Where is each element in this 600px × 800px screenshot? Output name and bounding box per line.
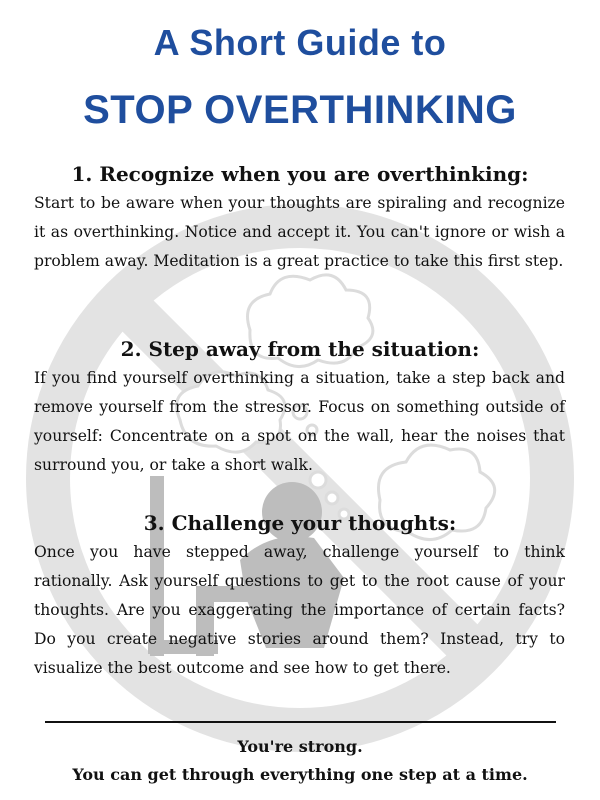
section-1-heading: 1. Recognize when you are overthinking: bbox=[71, 162, 529, 186]
closing-line-1: You're strong. bbox=[237, 737, 363, 756]
page-title-line-1: A Short Guide to bbox=[153, 22, 447, 63]
section-2-heading: 2. Step away from the situation: bbox=[120, 337, 480, 361]
section-3-body: Once you have stepped away, challenge yourself to think rationally. Ask yourself questions to get to the root cause of your thoughts. Are you exaggerating the importance of certain facts? Do you create negative stories around them? Instead, try to visualize the best outcome and see how to get there. bbox=[34, 543, 565, 677]
page-title-line-2: STOP OVERTHINKING bbox=[83, 88, 517, 132]
section-2-body: If you find yourself overthinking a situation, take a step back and remove yourself from the stressor. Focus on something outside of yourself: Concentrate on a spot on the wall, hear the noises that surround you, or take a short walk. bbox=[34, 369, 565, 474]
divider-line bbox=[45, 721, 556, 723]
section-3-heading: 3. Challenge your thoughts: bbox=[143, 511, 457, 535]
section-1-body: Start to be aware when your thoughts are spiraling and recognize it as overthinking. Notice and accept it. You can't ignore or wish a problem away. Meditation is a great practice to take this first step. bbox=[34, 194, 565, 270]
closing-line-2: You can get through everything one step at a time. bbox=[72, 765, 528, 784]
